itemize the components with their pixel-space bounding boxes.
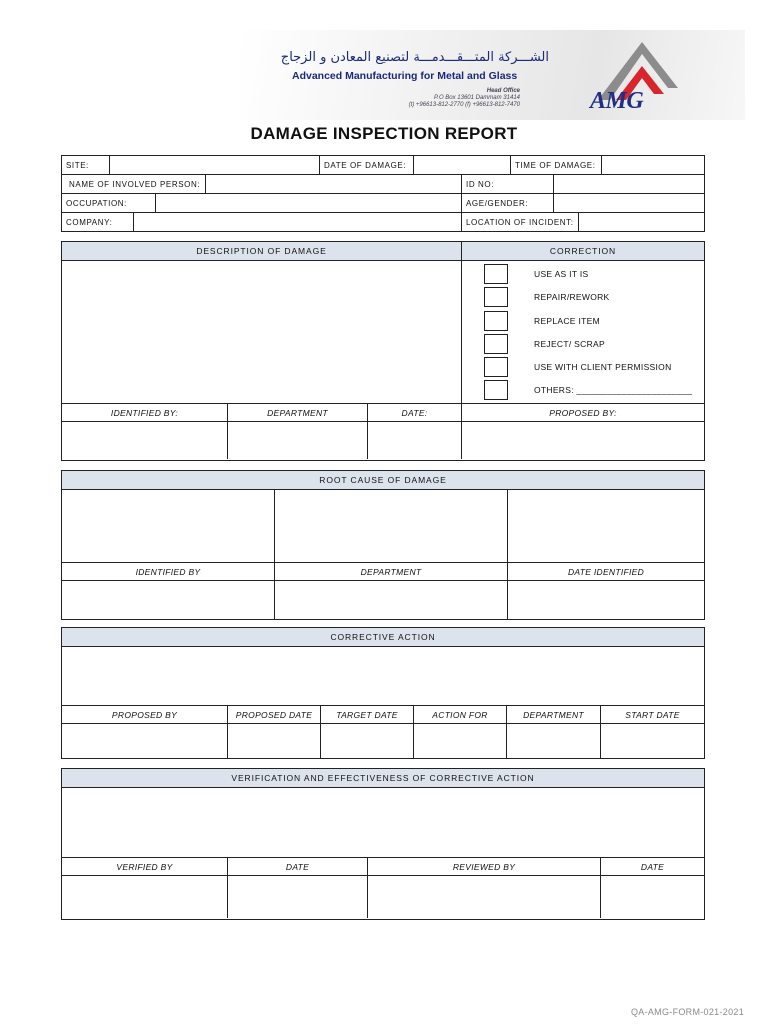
location-label: LOCATION OF INCIDENT: [462,213,579,231]
verification-section [61,768,705,920]
correction-options [462,261,704,403]
description-signoff-row [62,422,704,459]
form-code: QA-AMG-FORM-021-2021 [630,1007,744,1017]
target-date-header: TARGET DATE [321,706,414,723]
occupation-label: OCCUPATION: [62,194,156,212]
action-for-field[interactable] [414,724,507,758]
letterhead [240,30,745,125]
target-date-field[interactable] [321,724,414,758]
time-of-damage-label: TIME OF DAMAGE: [511,156,602,174]
correction-heading: CORRECTION [549,246,617,256]
correction-label: REPAIR/REWORK [534,292,610,302]
verification-header [62,769,704,788]
corrective-action-signoff-row [62,724,704,758]
verification-signoff-row [62,876,704,918]
identified-by-field[interactable] [62,422,228,459]
root-cause-body-row [62,490,704,562]
head-office-address [385,88,520,109]
id-no-label: ID NO: [462,175,554,193]
identified-by-header: IDENTIFIED BY: [62,404,228,421]
id-no-field[interactable] [554,175,704,193]
occupation-field[interactable] [156,194,462,212]
root-cause-heading: ROOT CAUSE OF DAMAGE [319,475,447,485]
corrective-action-heading: CORRECTIVE ACTION [330,632,436,642]
head-office-phone: (t) +96613-812-2770 (f) +96613-812-7470 [408,102,520,108]
site-field[interactable] [110,156,320,174]
verified-date-field[interactable] [228,876,368,918]
identified-by-field[interactable] [62,581,275,619]
site-label: SITE: [62,156,110,174]
verification-field[interactable] [62,788,704,857]
verified-date-header: DATE [228,858,368,875]
description-section-header [62,242,704,261]
age-gender-field[interactable] [554,194,704,212]
verified-by-header: VERIFIED BY [62,858,228,875]
involved-person-label: NAME OF INVOLVED PERSON: [62,175,206,193]
age-gender-label: AGE/GENDER: [462,194,554,212]
proposed-date-header: PROPOSED DATE [228,706,321,723]
checkbox-icon[interactable] [484,334,508,354]
amg-logo-text: AMG [590,88,644,114]
date-identified-header: DATE IDENTIFIED [567,566,645,577]
correction-label: USE WITH CLIENT PERMISSION [534,362,672,372]
date-header: DATE: [368,404,462,421]
checkbox-icon[interactable] [484,311,508,331]
identified-by-header: IDENTIFIED BY [62,563,275,580]
reviewed-by-field[interactable] [368,876,601,918]
correction-label: OTHERS: _______________________ [534,385,693,395]
verification-heading: VERIFICATION AND EFFECTIVENESS OF CORRECTIVE ACTION [231,773,535,783]
department-header: DEPARTMENT [507,706,601,723]
checkbox-icon[interactable] [484,357,508,377]
reviewed-date-header: DATE [640,861,665,872]
root-cause-field-1[interactable] [62,490,275,562]
correction-label: USE AS IT IS [534,269,589,279]
correction-label: REPLACE ITEM [534,316,600,326]
description-of-damage-field[interactable] [62,261,462,403]
department-header: DEPARTMENT [228,404,368,421]
corrective-action-header [62,628,704,647]
corrective-action-subheader-row [62,705,704,724]
involved-person-field[interactable] [206,175,462,193]
department-field[interactable] [228,422,368,459]
checkbox-icon[interactable] [484,380,508,400]
root-cause-field-2[interactable] [275,490,508,562]
proposed-by-field[interactable] [462,422,704,459]
verification-subheader-row [62,857,704,876]
proposed-date-field[interactable] [228,724,321,758]
description-of-damage-heading: DESCRIPTION OF DAMAGE [62,242,462,260]
checkbox-icon[interactable] [484,287,508,307]
company-field[interactable] [134,213,462,231]
incident-info-table [61,155,705,232]
correction-label: REJECT/ SCRAP [534,339,605,349]
corrective-action-field[interactable] [62,647,704,705]
proposed-by-field[interactable] [62,724,228,758]
checkbox-icon[interactable] [484,264,508,284]
reviewed-date-field[interactable] [601,876,704,918]
root-cause-header [62,471,704,490]
correction-option-reject-scrap[interactable] [484,334,605,354]
correction-option-replace-item[interactable] [484,311,600,331]
root-cause-subheader-row [62,562,704,581]
date-field[interactable] [368,422,462,459]
report-title: DAMAGE INSPECTION REPORT [250,124,518,143]
department-field[interactable] [507,724,601,758]
location-field[interactable] [579,213,704,231]
date-identified-field[interactable] [508,581,704,619]
root-cause-field-3[interactable] [508,490,704,562]
start-date-header: START DATE [625,709,680,720]
root-cause-signoff-row [62,581,704,619]
description-section [61,241,705,461]
correction-option-use-as-is[interactable] [484,264,588,284]
reviewed-by-header: REVIEWED BY [368,858,601,875]
company-name-english: Advanced Manufacturing for Metal and Glass [292,70,518,82]
description-subheader-row [62,403,704,422]
start-date-field[interactable] [601,724,704,758]
proposed-by-header: PROPOSED BY: [549,407,617,418]
department-header: DEPARTMENT [275,563,508,580]
action-for-header: ACTION FOR [414,706,507,723]
proposed-by-header: PROPOSED BY [62,706,228,723]
department-field[interactable] [275,581,508,619]
time-of-damage-field[interactable] [602,156,704,174]
date-of-damage-field[interactable] [414,156,511,174]
company-label: COMPANY: [62,213,134,231]
date-of-damage-label: DATE OF DAMAGE: [320,156,414,174]
verified-by-field[interactable] [62,876,228,918]
correction-option-repair-rework[interactable] [484,287,610,307]
head-office-pobox: P.O Box 13601 Dammam 31414 [434,95,520,101]
correction-option-others[interactable] [484,380,692,400]
corrective-action-section [61,627,705,759]
root-cause-section [61,470,705,620]
correction-option-client-permission[interactable] [484,357,672,377]
company-name-arabic: الشـــركة المتـــقـــدمـــة لتصنيع المعادن و الزجاج [280,50,549,65]
head-office-label: Head Office [486,88,520,94]
